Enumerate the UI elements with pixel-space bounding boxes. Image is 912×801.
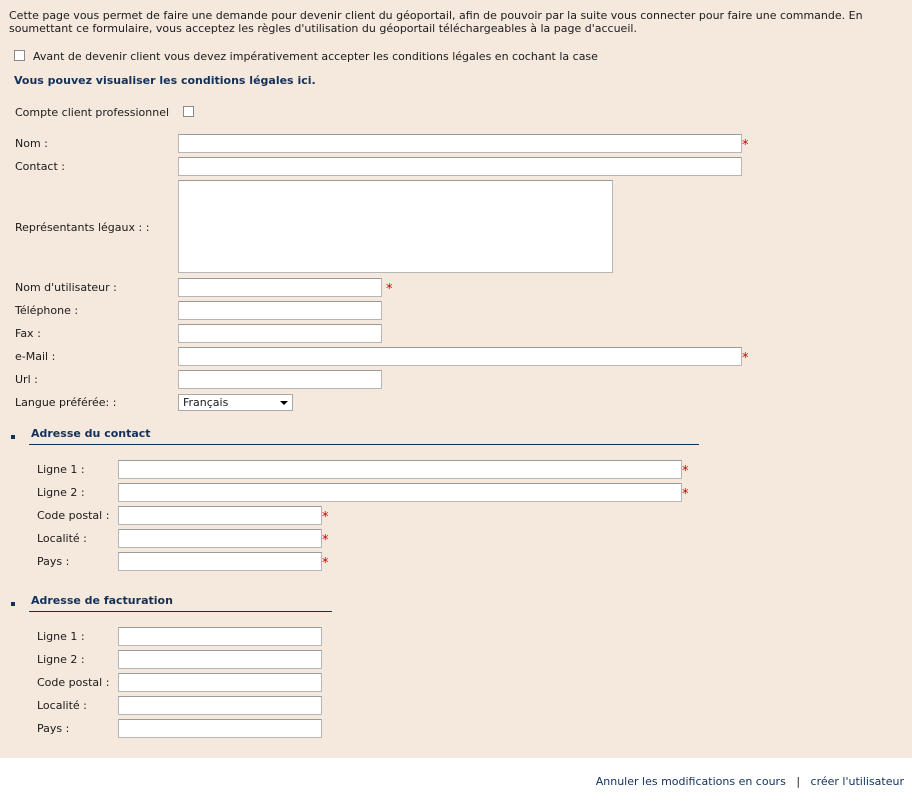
username-input[interactable] (178, 278, 382, 297)
contact-pays-input[interactable] (118, 552, 322, 571)
language-label: Langue préférée: : (15, 396, 117, 409)
contact-ligne2-required-mark: * (682, 487, 689, 502)
billing-pays-label: Pays : (37, 722, 70, 735)
contact-pays-label: Pays : (37, 555, 70, 568)
email-required-mark: * (742, 351, 749, 366)
email-label: e-Mail : (15, 350, 56, 363)
representants-textarea[interactable] (178, 180, 613, 273)
billing-ligne2-input[interactable] (118, 650, 322, 669)
billing-code-postal-label: Code postal : (37, 676, 110, 689)
contact-ligne2-label: Ligne 2 : (37, 486, 85, 499)
contact-label: Contact : (15, 160, 65, 173)
billing-localite-input[interactable] (118, 696, 322, 715)
billing-ligne1-label: Ligne 1 : (37, 630, 85, 643)
billing-ligne2-label: Ligne 2 : (37, 653, 85, 666)
telephone-label: Téléphone : (15, 304, 79, 317)
billing-code-postal-input[interactable] (118, 673, 322, 692)
url-input[interactable] (178, 370, 382, 389)
contact-code-postal-input[interactable] (118, 506, 322, 525)
professional-account-checkbox[interactable] (183, 106, 194, 117)
billing-address-divider (29, 611, 332, 612)
nom-required-mark: * (742, 138, 749, 153)
email-input[interactable] (178, 347, 742, 366)
contact-ligne1-input[interactable] (118, 460, 682, 479)
legal-conditions-label: Avant de devenir client vous devez impérativement accepter les conditions légales en cochant la case (33, 50, 598, 63)
url-label: Url : (15, 373, 38, 386)
username-label: Nom d'utilisateur : (15, 281, 117, 294)
nom-input[interactable] (178, 134, 742, 153)
legal-conditions-checkbox[interactable] (14, 50, 25, 61)
nom-label: Nom : (15, 137, 48, 150)
contact-localite-label: Localité : (37, 532, 87, 545)
contact-pays-required-mark: * (322, 556, 329, 571)
contact-code-postal-label: Code postal : (37, 509, 110, 522)
footer-actions (596, 775, 904, 788)
section-bullet-icon (11, 602, 15, 606)
section-bullet-icon (11, 435, 15, 439)
fax-input[interactable] (178, 324, 382, 343)
contact-ligne1-required-mark: * (682, 464, 689, 479)
contact-localite-input[interactable] (118, 529, 322, 548)
telephone-input[interactable] (178, 301, 382, 320)
contact-address-title: Adresse du contact (31, 427, 151, 440)
legal-conditions-link[interactable]: Vous pouvez visualiser les conditions légales ici. (14, 74, 316, 87)
contact-localite-required-mark: * (322, 533, 329, 548)
language-select[interactable] (178, 394, 293, 411)
billing-pays-input[interactable] (118, 719, 322, 738)
billing-address-title: Adresse de facturation (31, 594, 173, 607)
billing-ligne1-input[interactable] (118, 627, 322, 646)
create-user-link[interactable]: créer l'utilisateur (810, 775, 904, 788)
contact-input[interactable] (178, 157, 742, 176)
username-required-mark: * (386, 282, 393, 297)
contact-ligne2-input[interactable] (118, 483, 682, 502)
intro-text: Cette page vous permet de faire une demande pour devenir client du géoportail, afin de pouvoir par la suite vous connecter pour faire une commande. En soumettant ce formulaire, vous acceptez les règles d'utilisation du géoportail téléchargeables à la page d'accueil. (9, 9, 863, 35)
contact-address-divider (29, 444, 699, 445)
cancel-changes-link[interactable]: Annuler les modifications en cours (595, 775, 786, 788)
contact-ligne1-label: Ligne 1 : (37, 463, 85, 476)
footer-separator: | (796, 775, 801, 788)
language-select-value: Français (183, 396, 229, 409)
contact-code-postal-required-mark: * (322, 510, 329, 525)
professional-account-label: Compte client professionnel (15, 106, 170, 119)
representants-label: Représentants légaux : : (15, 221, 150, 234)
chevron-down-icon (280, 401, 288, 405)
fax-label: Fax : (15, 327, 41, 340)
billing-localite-label: Localité : (37, 699, 87, 712)
